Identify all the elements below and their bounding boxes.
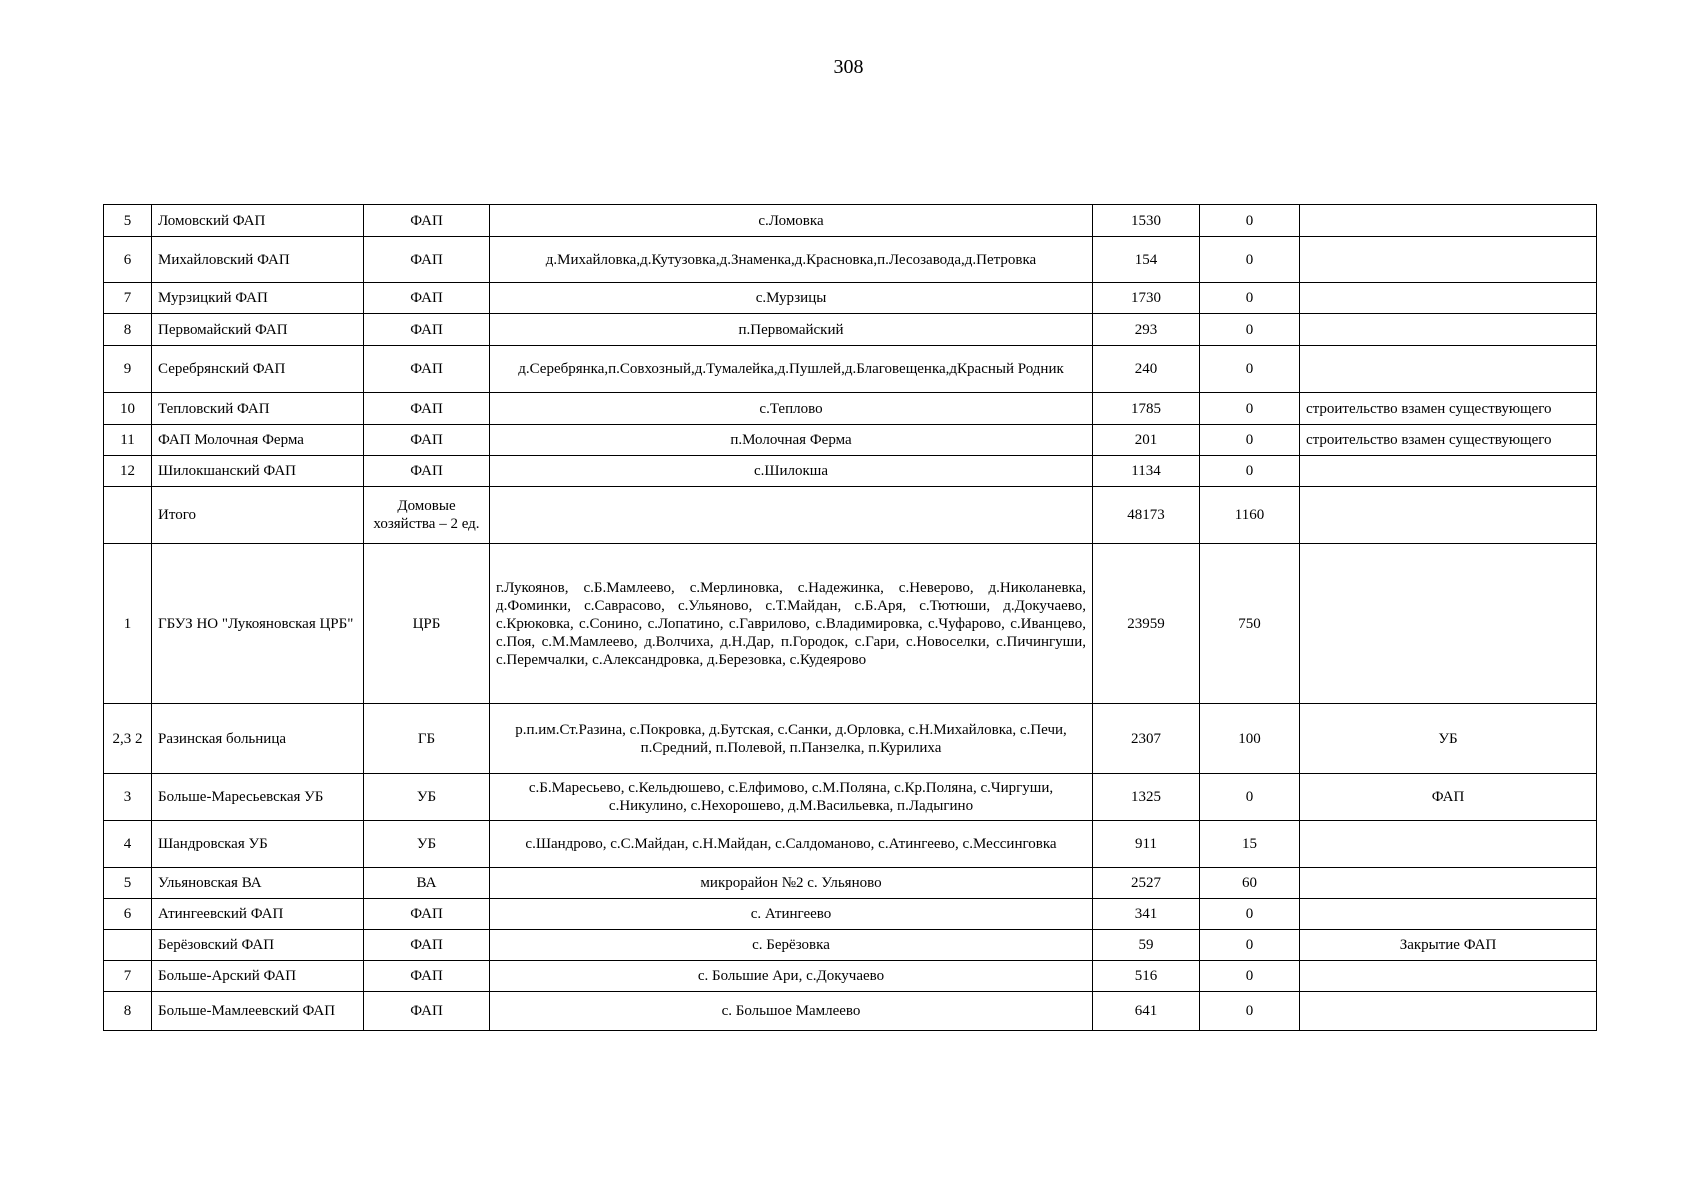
row-number: 7: [104, 961, 152, 992]
row-number: 5: [104, 868, 152, 899]
facility-name: Шандровская УБ: [152, 821, 364, 868]
localities: с.Б.Маресьево, с.Кельдюшево, с.Елфимово, с.М.Поляна, с.Кр.Поляна, с.Чиргуши, с.Никулино, с.Нехорошево, д.М.Васильевка, п.Ладыгино: [490, 774, 1093, 821]
facility-type: ФАП: [364, 314, 490, 346]
table-row: [104, 704, 1597, 774]
facility-type: ВА: [364, 868, 490, 899]
facility-type: ФАП: [364, 456, 490, 487]
facility-name: Тепловский ФАП: [152, 393, 364, 425]
facility-name: Больше-Мамлеевский ФАП: [152, 992, 364, 1031]
localities: с. Берёзовка: [490, 930, 1093, 961]
beds: 60: [1200, 868, 1300, 899]
population: 2307: [1093, 704, 1200, 774]
facility-type: Домовые хозяйства – 2 ед.: [364, 487, 490, 544]
localities: с. Большое Мамлеево: [490, 992, 1093, 1031]
table-row: [104, 393, 1597, 425]
population: 201: [1093, 425, 1200, 456]
table-row: [104, 899, 1597, 930]
note: [1300, 346, 1597, 393]
beds: 0: [1200, 992, 1300, 1031]
note: [1300, 544, 1597, 704]
beds: 0: [1200, 456, 1300, 487]
facility-name: ГБУЗ НО "Лукояновская ЦРБ": [152, 544, 364, 704]
note: строительство взамен существующего: [1300, 425, 1597, 456]
facility-name: Ломовский ФАП: [152, 205, 364, 237]
localities: с.Ломовка: [490, 205, 1093, 237]
population: 1730: [1093, 283, 1200, 314]
facility-type: ФАП: [364, 346, 490, 393]
note: [1300, 821, 1597, 868]
facility-name: Первомайский ФАП: [152, 314, 364, 346]
population: 48173: [1093, 487, 1200, 544]
note: [1300, 992, 1597, 1031]
table-row: [104, 205, 1597, 237]
localities: р.п.им.Ст.Разина, с.Покровка, д.Бутская, с.Санки, д.Орловка, с.Н.Михайловка, с.Печи, п.Средний, п.Полевой, п.Панзелка, п.Курилиха: [490, 704, 1093, 774]
facility-type: ФАП: [364, 930, 490, 961]
table-row: [104, 456, 1597, 487]
table-row: [104, 544, 1597, 704]
note: строительство взамен существующего: [1300, 393, 1597, 425]
page-number: 308: [833, 56, 864, 78]
row-number: 3: [104, 774, 152, 821]
note: [1300, 487, 1597, 544]
population: 2527: [1093, 868, 1200, 899]
population: 1325: [1093, 774, 1200, 821]
population: 1530: [1093, 205, 1200, 237]
note: [1300, 868, 1597, 899]
facility-name: Разинская больница: [152, 704, 364, 774]
population: 59: [1093, 930, 1200, 961]
table-row: [104, 425, 1597, 456]
beds: 0: [1200, 205, 1300, 237]
facility-type: ФАП: [364, 899, 490, 930]
row-number: 11: [104, 425, 152, 456]
beds: 15: [1200, 821, 1300, 868]
localities: п.Молочная Ферма: [490, 425, 1093, 456]
table-row: [104, 868, 1597, 899]
note: [1300, 314, 1597, 346]
beds: 100: [1200, 704, 1300, 774]
localities: г.Лукоянов, с.Б.Мамлеево, с.Мерлиновка, с.Надежинка, с.Неверово, д.Николаневка, д.Фоминки, с.Саврасово, с.Ульяново, с.Т.Майдан, с.Б.Аря, с.Тютюши, д.Докучаево, с.Крюковка, с.Сонино, с.Лопатино, с.Гаврилово, с.Владимировка, с.Чуфарово, с.Иванцево, с.Поя, с.М.Мамлеево, д.Волчиха, д.Н.Дар, п.Городок, с.Гари, с.Новоселки, с.Пичингуши, с.Перемчалки, с.Александровка, д.Березовка, с.Кудеярово: [490, 544, 1093, 704]
row-number: 6: [104, 237, 152, 283]
table-row: [104, 314, 1597, 346]
note: [1300, 237, 1597, 283]
beds: 0: [1200, 774, 1300, 821]
note: [1300, 205, 1597, 237]
localities: с.Мурзицы: [490, 283, 1093, 314]
localities: д.Михайловка,д.Кутузовка,д.Знаменка,д.Красновка,п.Лесозавода,д.Петровка: [490, 237, 1093, 283]
localities: с. Большие Ари, с.Докучаево: [490, 961, 1093, 992]
row-number: 9: [104, 346, 152, 393]
row-number: 1: [104, 544, 152, 704]
row-number: 10: [104, 393, 152, 425]
beds: 750: [1200, 544, 1300, 704]
localities: микрорайон №2 с. Ульяново: [490, 868, 1093, 899]
facility-name: Атингеевский ФАП: [152, 899, 364, 930]
beds: 0: [1200, 393, 1300, 425]
facility-type: УБ: [364, 821, 490, 868]
table-row: [104, 283, 1597, 314]
facility-type: ФАП: [364, 237, 490, 283]
facility-name: ФАП Молочная Ферма: [152, 425, 364, 456]
table-row: [104, 237, 1597, 283]
facility-name: Серебрянский ФАП: [152, 346, 364, 393]
beds: 0: [1200, 899, 1300, 930]
row-number: 4: [104, 821, 152, 868]
facility-name: Берёзовский ФАП: [152, 930, 364, 961]
population: 1134: [1093, 456, 1200, 487]
localities: п.Первомайский: [490, 314, 1093, 346]
population: 154: [1093, 237, 1200, 283]
population: 23959: [1093, 544, 1200, 704]
table-row: [104, 961, 1597, 992]
row-number: 5: [104, 205, 152, 237]
localities: д.Серебрянка,п.Совхозный,д.Тумалейка,д.Пушлей,д.Благовещенка,дКрасный Родник: [490, 346, 1093, 393]
table-row: [104, 774, 1597, 821]
facility-name: Михайловский ФАП: [152, 237, 364, 283]
note: [1300, 961, 1597, 992]
beds: 0: [1200, 425, 1300, 456]
beds: 1160: [1200, 487, 1300, 544]
beds: 0: [1200, 961, 1300, 992]
row-number: [104, 930, 152, 961]
facilities-table: [103, 204, 1597, 1031]
table-row: [104, 346, 1597, 393]
row-number: [104, 487, 152, 544]
facility-name: Шилокшанский ФАП: [152, 456, 364, 487]
beds: 0: [1200, 930, 1300, 961]
population: 341: [1093, 899, 1200, 930]
facility-name: Больше-Арский ФАП: [152, 961, 364, 992]
beds: 0: [1200, 283, 1300, 314]
localities: с.Теплово: [490, 393, 1093, 425]
beds: 0: [1200, 346, 1300, 393]
facility-type: ФАП: [364, 205, 490, 237]
note: [1300, 283, 1597, 314]
row-number: 12: [104, 456, 152, 487]
population: 1785: [1093, 393, 1200, 425]
note: [1300, 899, 1597, 930]
note: УБ: [1300, 704, 1597, 774]
localities: с.Шилокша: [490, 456, 1093, 487]
table-row-total: [104, 487, 1597, 544]
row-number: 6: [104, 899, 152, 930]
facility-type: ФАП: [364, 992, 490, 1031]
facility-type: ФАП: [364, 393, 490, 425]
facility-type: ФАП: [364, 283, 490, 314]
facility-name: Ульяновская ВА: [152, 868, 364, 899]
facility-type: ЦРБ: [364, 544, 490, 704]
note: ФАП: [1300, 774, 1597, 821]
table-row: [104, 930, 1597, 961]
note: [1300, 456, 1597, 487]
facility-type: ФАП: [364, 425, 490, 456]
row-number: 8: [104, 314, 152, 346]
population: 240: [1093, 346, 1200, 393]
facility-type: УБ: [364, 774, 490, 821]
population: 641: [1093, 992, 1200, 1031]
population: 911: [1093, 821, 1200, 868]
facility-name: Итого: [152, 487, 364, 544]
facility-type: ФАП: [364, 961, 490, 992]
table-row: [104, 821, 1597, 868]
note: Закрытие ФАП: [1300, 930, 1597, 961]
row-number: 8: [104, 992, 152, 1031]
row-number: 2,3 2: [104, 704, 152, 774]
facility-name: Больше-Маресьевская УБ: [152, 774, 364, 821]
beds: 0: [1200, 314, 1300, 346]
facility-name: Мурзицкий ФАП: [152, 283, 364, 314]
beds: 0: [1200, 237, 1300, 283]
population: 293: [1093, 314, 1200, 346]
row-number: 7: [104, 283, 152, 314]
localities: с.Шандрово, с.С.Майдан, с.Н.Майдан, с.Салдоманово, с.Атингеево, с.Мессинговка: [490, 821, 1093, 868]
population: 516: [1093, 961, 1200, 992]
localities: с. Атингеево: [490, 899, 1093, 930]
localities: [490, 487, 1093, 544]
facility-type: ГБ: [364, 704, 490, 774]
table-row: [104, 992, 1597, 1031]
